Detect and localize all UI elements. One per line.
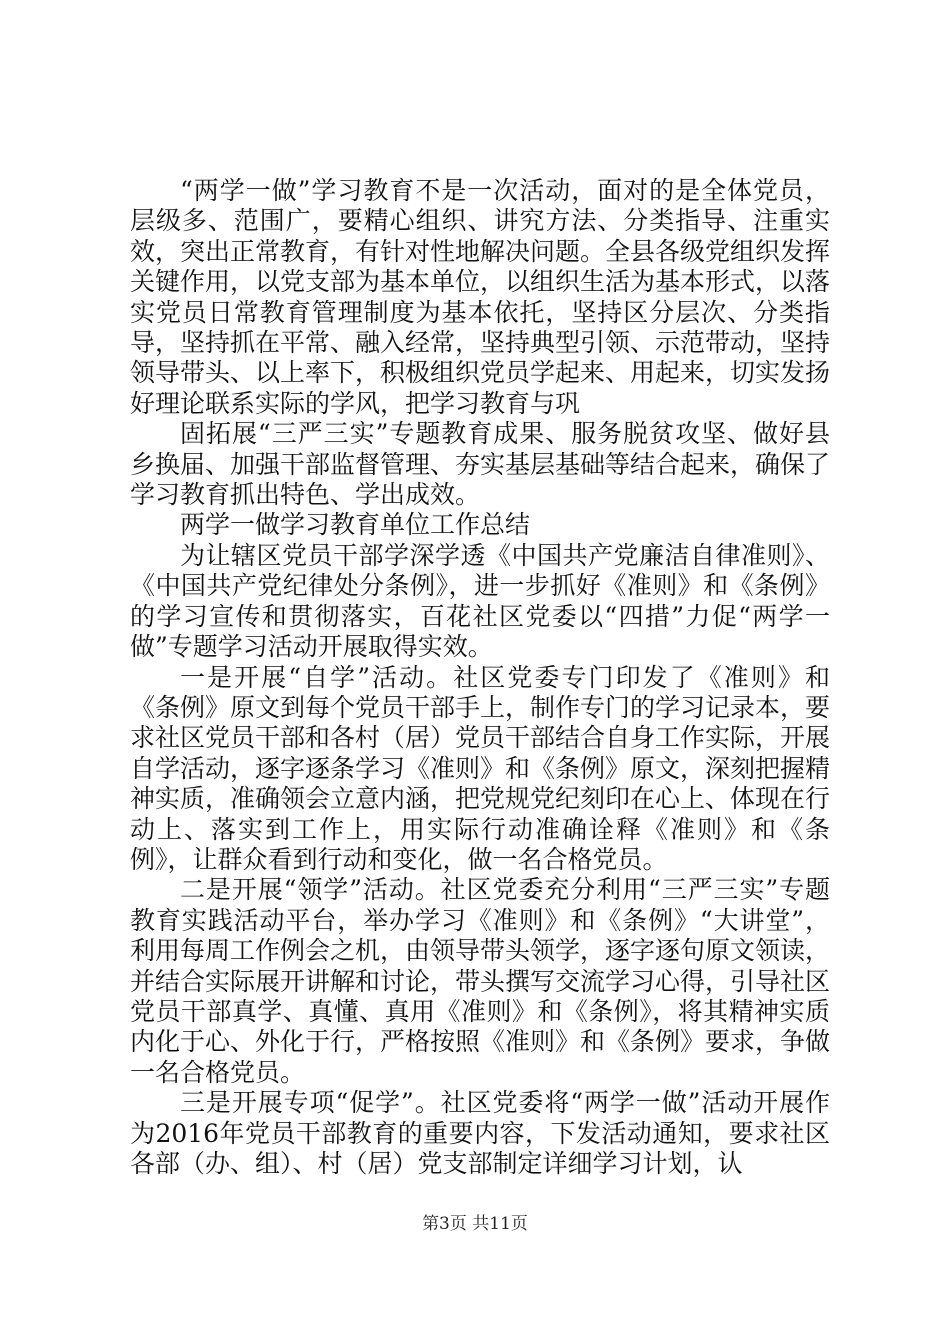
page-footer: 第3页 共11页	[422, 1214, 528, 1234]
paragraph-3: 为让辖区党员干部学深学透《中国共产党廉洁自律准则》、《中国共产党纪律处分条例》，进一步抓好《准则》和《条例》的学习宣传和贯彻落实，百花社区党委以“四措”力促“两学一做”专题学习活动开展取得实效。	[130, 540, 830, 662]
paragraph-6: 三是开展专项“促学”。社区党委将“两学一做”活动开展作为2016年党员干部教育的重要内容，下发活动通知，要求社区各部（办、组）、村（居）党支部制定详细学习计划，认	[130, 1088, 830, 1178]
section-title: 两学一做学习教育单位工作总结	[180, 510, 531, 540]
document-body	[130, 176, 830, 1179]
paragraph-2: 固拓展“三严三实”专题教育成果、服务脱贫攻坚、做好县乡换届、加强干部监督管理、夯实基层基础等结合起来，确保了学习教育抓出特色、学出成效。	[130, 419, 831, 510]
paragraph-4: 一是开展“自学”活动。社区党委专门印发了《准则》和《条例》原文到每个党员干部手上，制作专门的学习记录本，要求社区党员干部和各村（居）党员干部结合自身工作实际，开展自学活动，逐字逐条学习《准则》和《条例》原文，深刻把握精神实质，准确领会立意内涵，把党规党纪刻印在心上、体现在行动上、落实到工作上，用实际行动准确诠释《准则》和《条例》，让群众看到行动和变化，做一名合格党员。	[130, 662, 831, 874]
paragraph-1: “两学一做”学习教育不是一次活动，面对的是全体党员，层级多、范围广，要精心组织、讲究方法、分类指导、注重实效，突出正常教育，有针对性地解决问题。全县各级党组织发挥关键作用，以党支部为基本单位，以组织生活为基本形式，以落实党员日常教育管理制度为基本依托，坚持区分层次、分类指导，坚持抓在平常、融入经常，坚持典型引领、示范带动，坚持领导带头、以上率下，积极组织党员学起来、用起来，切实发扬好理论联系实际的学风，把学习教育与巩	[130, 176, 831, 418]
paragraph-5: 二是开展“领学”活动。社区党委充分利用“三严三实”专题教育实践活动平台，举办学习《准则》和《条例》“大讲堂”，利用每周工作例会之机，由领导带头领学，逐字逐句原文领读，并结合实际展开讲解和讨论，带头撰写交流学习心得，引导社区党员干部真学、真懂、真用《准则》和《条例》，将其精神实质内化于心、外化于行，严格按照《准则》和《条例》要求，争做一名合格党员。	[130, 875, 831, 1087]
